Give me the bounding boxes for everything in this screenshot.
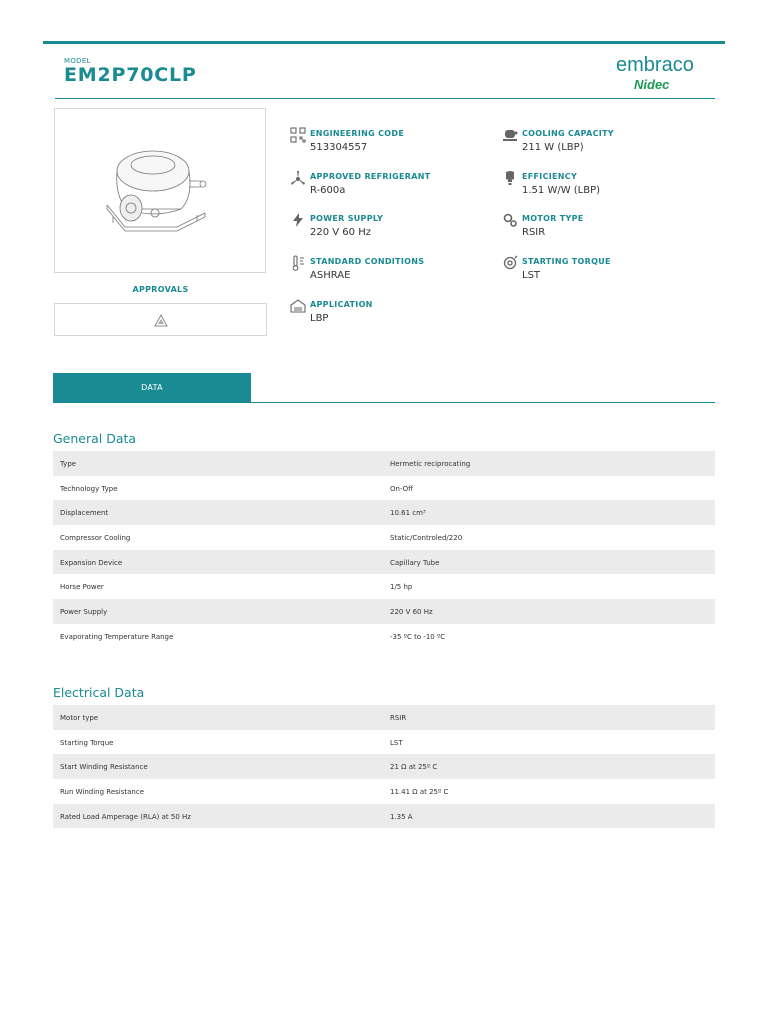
compressor-image: [54, 108, 266, 273]
table-row: [53, 476, 715, 501]
table-row: [53, 525, 715, 550]
embraco-nidec-logo: [614, 52, 708, 92]
row-value: 11.41 Ω at 25º C: [390, 788, 449, 797]
torque-icon: [502, 255, 518, 271]
table-row: [53, 451, 715, 476]
bulb-icon: [502, 170, 518, 186]
row-key: Expansion Device: [60, 558, 123, 567]
general-data-title: General Data: [53, 431, 137, 446]
row-value: Hermetic reciprocating: [390, 460, 471, 468]
model-name: EM2P70CLP: [64, 64, 197, 86]
approval-mark-icon: [153, 313, 169, 329]
row-value: On-Off: [390, 484, 413, 493]
spec-value: 220 V 60 Hz: [310, 227, 371, 238]
spec-starting-torque: [502, 255, 702, 289]
general-data-table: [53, 451, 715, 649]
table-row: [53, 574, 715, 599]
row-key: Displacement: [60, 509, 109, 518]
spec-label: ENGINEERING CODE: [310, 129, 405, 138]
row-value: 1/5 hp: [390, 583, 413, 592]
spec-value: LST: [522, 270, 541, 281]
row-value: 220 V 60 Hz: [390, 608, 433, 617]
row-key: Run Winding Resistance: [60, 788, 145, 797]
thermometer-icon: [290, 255, 306, 271]
row-key: Type: [60, 460, 77, 468]
spec-value: R-600a: [310, 185, 346, 196]
spec-value: LBP: [310, 313, 329, 324]
spec-label: POWER SUPPLY: [310, 214, 384, 223]
row-value: 1.35 A: [390, 812, 413, 821]
brand-name: embraco: [616, 54, 694, 76]
table-row: [53, 779, 715, 804]
spec-value: RSIR: [522, 227, 546, 238]
electrical-data-title: Electrical Data: [53, 685, 145, 700]
row-key: Start Winding Resistance: [60, 763, 148, 772]
spec-value: 513304557: [310, 142, 368, 153]
tab-data[interactable]: DATA: [53, 373, 251, 403]
row-value: 10.61 cm³: [390, 509, 426, 518]
table-row: [53, 624, 715, 649]
row-key: Starting Torque: [60, 738, 114, 747]
header-bottom-rule: [55, 98, 715, 99]
brand-sub: Nidec: [634, 77, 670, 92]
row-key: Rated Load Amperage (RLA) at 50 Hz: [60, 812, 191, 821]
compressor-icon: [502, 127, 518, 143]
table-row: [53, 754, 715, 779]
spec-engineering-code: [290, 127, 490, 161]
row-key: Motor type: [60, 714, 99, 722]
spec-motor-type: [502, 212, 702, 246]
spec-value: 211 W (LBP): [522, 142, 584, 153]
spec-label: APPROVED REFRIGERANT: [310, 172, 431, 181]
spec-standard-conditions: [290, 255, 490, 289]
row-key: Power Supply: [60, 608, 108, 617]
approvals-title: APPROVALS: [132, 285, 189, 294]
table-row: [53, 730, 715, 755]
spec-label: EFFICIENCY: [522, 172, 578, 181]
spec-value: ASHRAE: [310, 270, 351, 281]
spec-power-supply: [290, 212, 490, 246]
model-label: MODEL: [64, 57, 91, 65]
compressor-drawing: [55, 109, 265, 272]
spec-value: 1.51 W/W (LBP): [522, 185, 601, 196]
row-key: Horse Power: [60, 583, 104, 592]
table-row: [53, 599, 715, 624]
row-value: -35 ºC to -10 ºC: [390, 632, 446, 641]
table-row: [53, 500, 715, 525]
row-value: 21 Ω at 25º C: [390, 763, 438, 772]
spec-approved-refrigerant: [290, 170, 490, 204]
spec-label: STARTING TORQUE: [522, 257, 611, 266]
row-value: RSIR: [390, 714, 407, 722]
table-row: [53, 804, 715, 829]
approvals-box: [54, 303, 267, 336]
gears-icon: [502, 212, 518, 228]
qr-code-icon: [290, 127, 306, 143]
row-key: Technology Type: [60, 484, 118, 493]
spec-label: MOTOR TYPE: [522, 214, 584, 223]
row-key: Compressor Cooling: [60, 534, 131, 543]
spec-application: [290, 298, 490, 332]
fan-icon: [290, 170, 306, 186]
electrical-data-table: [53, 705, 715, 828]
row-key: Evaporating Temperature Range: [60, 632, 174, 641]
lightning-icon: [290, 212, 306, 228]
row-value: Capillary Tube: [390, 558, 440, 567]
table-row: [53, 550, 715, 575]
tab-underline: [53, 402, 715, 403]
row-value: LST: [390, 738, 403, 747]
table-row: [53, 705, 715, 730]
spec-label: COOLING CAPACITY: [522, 129, 614, 138]
spec-label: STANDARD CONDITIONS: [310, 257, 425, 266]
spec-label: APPLICATION: [310, 300, 373, 309]
row-value: Static/Controled/220: [390, 534, 463, 543]
spec-efficiency: [502, 170, 702, 204]
header-top-rule: [43, 41, 725, 44]
spec-cooling-capacity: [502, 127, 702, 161]
building-icon: [290, 298, 306, 314]
